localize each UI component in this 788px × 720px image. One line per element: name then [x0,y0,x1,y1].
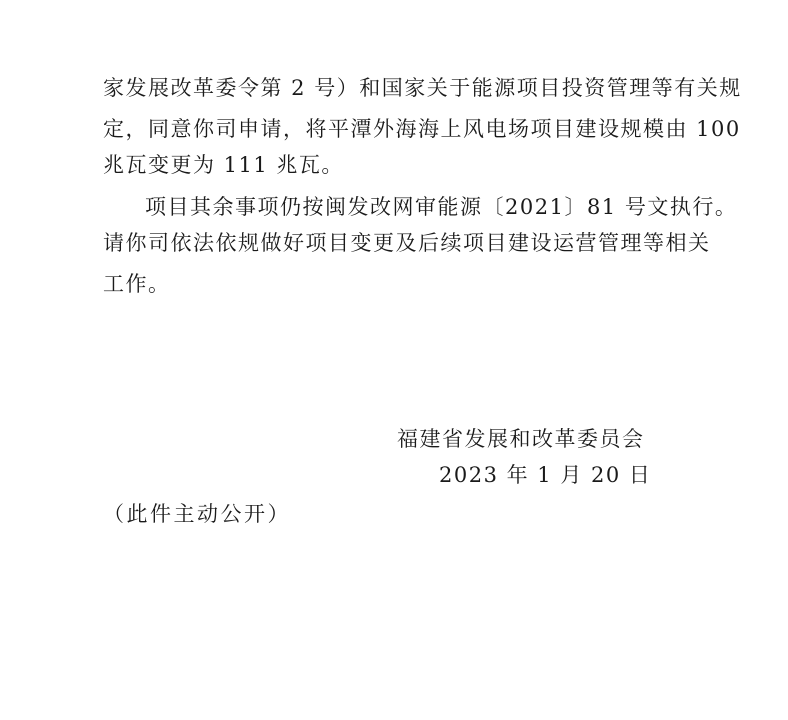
body-line-1: 家发展改革委令第 2 号）和国家关于能源项目投资管理等有关规 [103,76,742,100]
body-line-4: 项目其余事项仍按闽发改网审能源〔2021〕81 号文执行。 [145,195,738,219]
signature-organization: 福建省发展和改革委员会 [397,427,645,451]
body-line-2: 定，同意你司申请，将平潭外海海上风电场项目建设规模由 100 [103,117,741,141]
signature-date: 2023 年 1 月 20 日 [439,463,652,487]
body-line-6: 工作。 [103,272,171,296]
body-line-3: 兆瓦变更为 111 兆瓦。 [103,153,344,177]
disclosure-note: （此件主动公开） [103,502,291,526]
body-line-5: 请你司依法依规做好项目变更及后续项目建设运营管理等相关 [103,231,711,255]
